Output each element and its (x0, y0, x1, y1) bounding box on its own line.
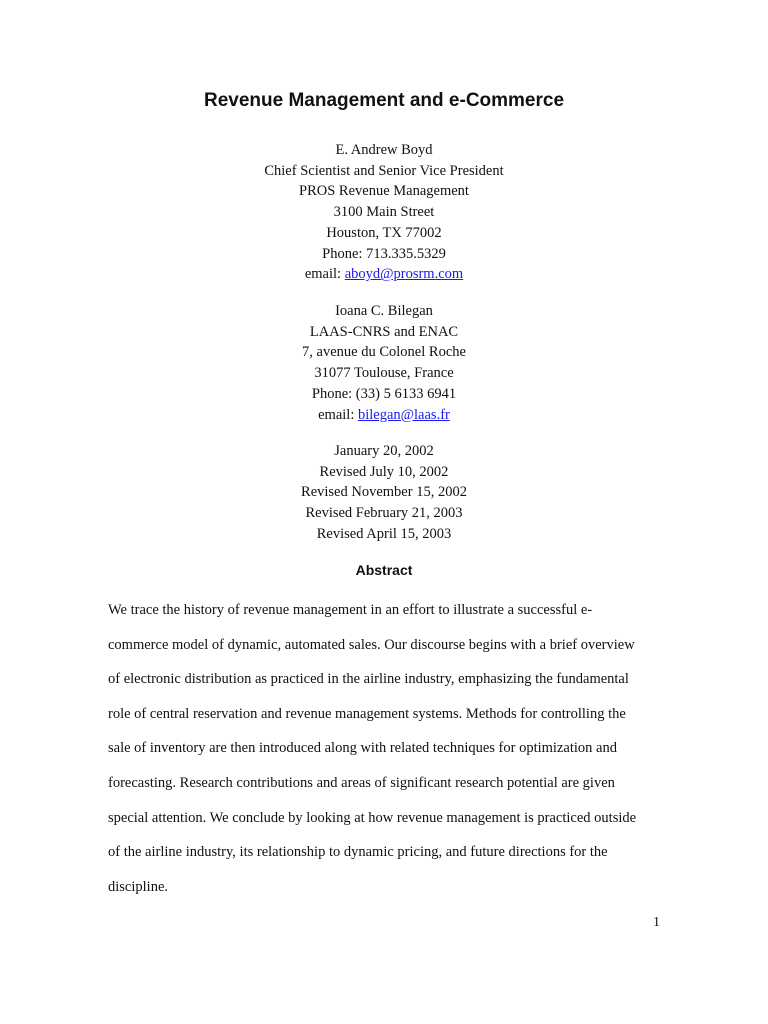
date-line: Revised November 15, 2002 (301, 484, 467, 501)
author-street: 7, avenue du Colonel Roche (302, 344, 466, 361)
abstract-line: role of central reservation and revenue management systems. Methods for controlling the (108, 705, 626, 722)
abstract-line: special attention. We conclude by looking at how revenue management is practiced outside (108, 809, 637, 826)
author-position: Chief Scientist and Senior Vice President (264, 162, 504, 179)
abstract-line: commerce model of dynamic, automated sales. Our discourse begins with a brief overview (108, 636, 635, 653)
paper-title: Revenue Management and e-Commerce (203, 90, 565, 111)
author-email-line (0, 405, 768, 426)
page-number: 1 (653, 915, 660, 930)
abstract-heading: Abstract (355, 562, 413, 578)
author-block-bilegan (0, 301, 768, 425)
date-line: Revised April 15, 2003 (316, 525, 452, 542)
author-email-line (0, 264, 768, 285)
author-organization: PROS Revenue Management (299, 183, 469, 200)
abstract-line: We trace the history of revenue management in an effort to illustrate a successful e- (108, 602, 593, 618)
date-line: Revised July 10, 2002 (319, 463, 449, 480)
abstract-line: discipline. (108, 878, 169, 895)
author-phone: Phone: (33) 5 6133 6941 (311, 385, 457, 402)
author-street: 3100 Main Street (333, 204, 435, 221)
email-link[interactable]: aboyd@prosrm.com (344, 266, 464, 283)
author-organization: LAAS-CNRS and ENAC (309, 323, 459, 340)
revision-dates (0, 441, 768, 545)
author-name: E. Andrew Boyd (335, 142, 433, 158)
email-link[interactable]: bilegan@laas.fr (358, 406, 450, 423)
abstract-line: of the airline industry, its relationship to dynamic pricing, and future directions for the (108, 844, 608, 861)
author-block-boyd (0, 140, 768, 285)
email-label: email: (304, 266, 345, 283)
email-label: email: (318, 406, 358, 423)
author-name: Ioana C. Bilegan (335, 303, 433, 319)
date-line: Revised February 21, 2003 (305, 505, 463, 522)
abstract-body (108, 593, 668, 904)
author-city: Houston, TX 77002 (326, 224, 442, 241)
author-city: 31077 Toulouse, France (314, 365, 454, 382)
author-phone: Phone: 713.335.5329 (322, 245, 446, 262)
abstract-line: of electronic distribution as practiced in the airline industry, emphasizing the fundamental (108, 671, 629, 688)
abstract-line: sale of inventory are then introduced along with related techniques for optimization and (108, 740, 617, 757)
abstract-line: forecasting. Research contributions and areas of significant research potential are given (108, 774, 615, 791)
date-line: January 20, 2002 (334, 443, 434, 459)
